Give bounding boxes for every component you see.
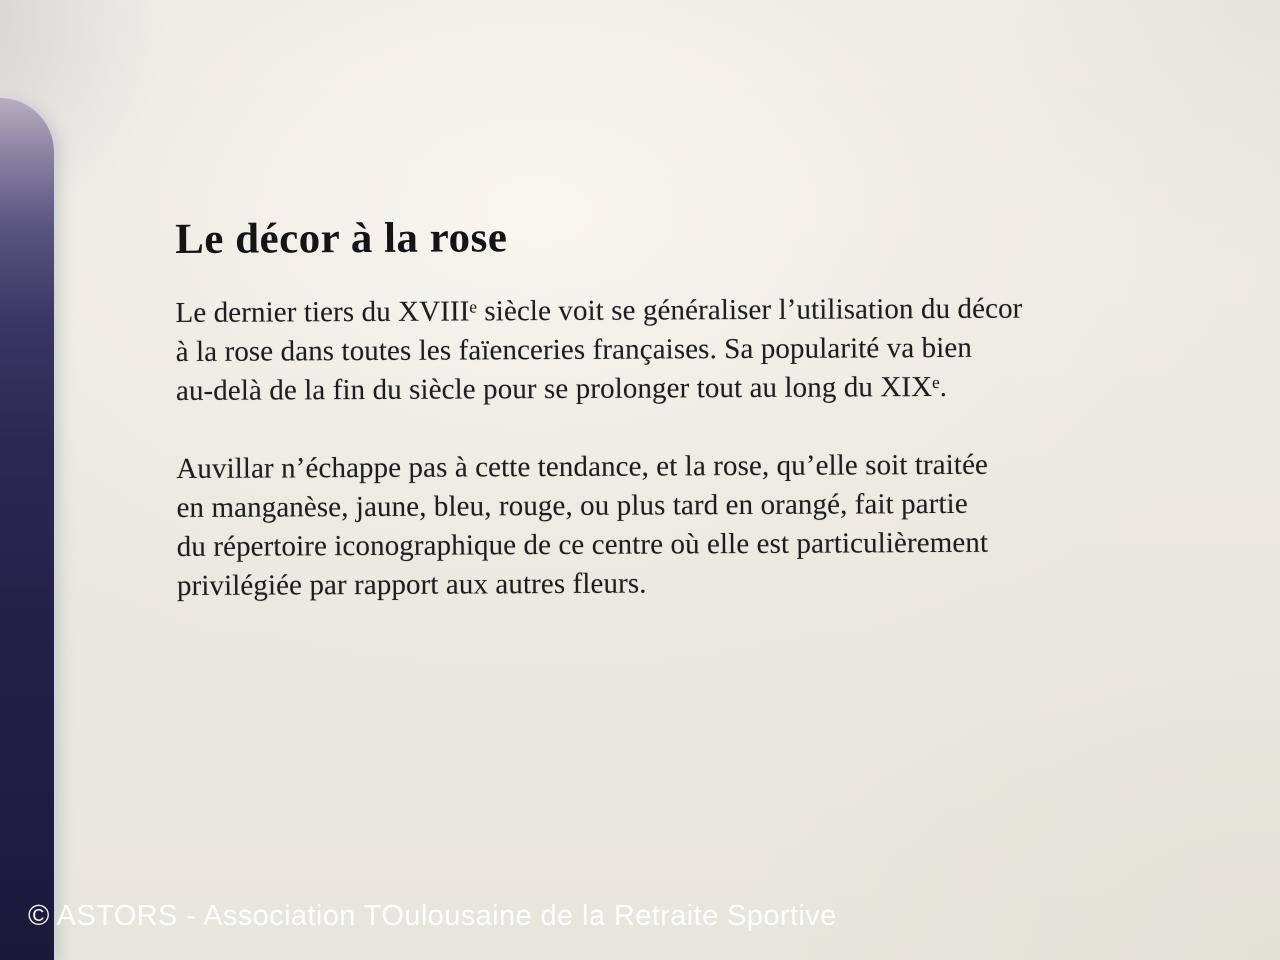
label-paragraph-2: [176, 444, 1237, 606]
paragraph-line: en manganèse, jaune, bleu, rouge, ou plus tard en orangé, fait partie: [176, 487, 968, 524]
paragraph-line: au-delà de la fin du siècle pour se prolonger tout au long du XIXᵉ.: [175, 370, 948, 407]
mount-left-edge-strip: [0, 98, 54, 960]
paragraph-line: à la rose dans toutes les faïenceries françaises. Sa popularité va bien: [175, 331, 973, 368]
paragraph-line: du répertoire iconographique de ce centre où elle est particulièrement: [176, 526, 989, 563]
watermark-credit: © ASTORS - Association TOulousaine de la Retraite Sportive: [28, 900, 837, 932]
label-title: Le décor à la rose: [175, 214, 508, 263]
museum-label-panel: [175, 209, 1237, 645]
paragraph-line: Le dernier tiers du XVIIIᵉ siècle voit se généraliser l’utilisation du décor: [175, 292, 1023, 329]
paragraph-line: privilégiée par rapport aux autres fleurs.: [176, 567, 647, 602]
label-paragraph-1: [175, 288, 1236, 411]
paragraph-line: Auvillar n’échappe pas à cette tendance, et la rose, qu’elle soit traitée: [176, 448, 989, 485]
